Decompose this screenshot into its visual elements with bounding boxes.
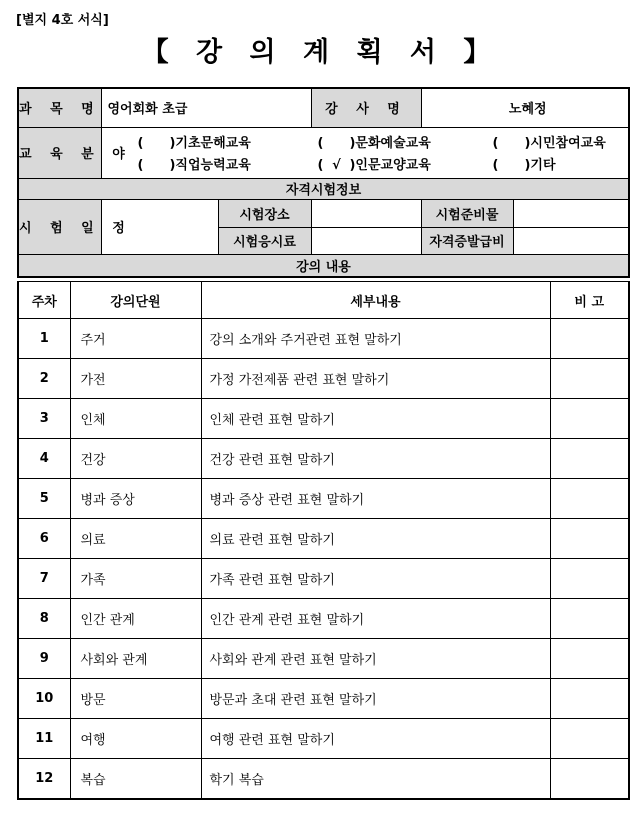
lecture-row bbox=[18, 639, 629, 679]
exam-info-header: 자격시험정보 bbox=[18, 178, 629, 199]
lecture-row bbox=[18, 559, 629, 599]
week-number: 8 bbox=[18, 599, 70, 639]
category-option-label: 직업능력교육 bbox=[175, 158, 251, 173]
category-option-paren: ) bbox=[169, 136, 176, 151]
course-name-label: 과 목 명 bbox=[18, 88, 101, 127]
category-option[interactable] bbox=[318, 132, 493, 151]
lecture-row bbox=[18, 439, 629, 479]
lecture-detail: 건강 관련 표현 말하기 bbox=[201, 439, 550, 479]
lecture-detail: 가정 가전제품 관련 표현 말하기 bbox=[201, 359, 550, 399]
lecture-detail: 학기 복습 bbox=[201, 759, 550, 800]
week-number: 9 bbox=[18, 639, 70, 679]
lecture-content-header: 강의 내용 bbox=[18, 254, 629, 277]
lecture-detail: 의료 관련 표현 말하기 bbox=[201, 519, 550, 559]
category-option-paren: ) bbox=[169, 158, 176, 173]
lecture-unit: 복습 bbox=[70, 759, 201, 800]
education-category-options bbox=[101, 127, 629, 178]
category-option[interactable] bbox=[493, 132, 623, 151]
document-title: 【 강 의 계 획 서 】 bbox=[141, 37, 500, 68]
category-option-label: 시민참여교육 bbox=[530, 136, 606, 151]
unit-column-header: 강의단원 bbox=[70, 282, 201, 319]
lecture-unit: 병과 증상 bbox=[70, 479, 201, 519]
category-option-paren: ( bbox=[492, 158, 499, 173]
week-number: 4 bbox=[18, 439, 70, 479]
category-checkmark[interactable]: √ bbox=[332, 158, 341, 173]
week-number: 10 bbox=[18, 679, 70, 719]
category-option-paren: ( bbox=[137, 136, 144, 151]
category-option[interactable] bbox=[493, 154, 623, 173]
lecture-detail: 병과 증상 관련 표현 말하기 bbox=[201, 479, 550, 519]
lecture-note[interactable] bbox=[550, 559, 629, 599]
lecture-note[interactable] bbox=[550, 599, 629, 639]
lecture-detail: 인체 관련 표현 말하기 bbox=[201, 399, 550, 439]
category-option-paren: ) bbox=[524, 158, 531, 173]
exam-place-label: 시험장소 bbox=[218, 199, 311, 227]
lecture-note[interactable] bbox=[550, 679, 629, 719]
lecture-detail: 인간 관계 관련 표현 말하기 bbox=[201, 599, 550, 639]
lecture-unit: 인간 관계 bbox=[70, 599, 201, 639]
lecture-row bbox=[18, 599, 629, 639]
lecture-plan-table bbox=[17, 281, 630, 800]
exam-supplies-label: 시험준비물 bbox=[421, 199, 513, 227]
lecture-note[interactable] bbox=[550, 359, 629, 399]
lecture-unit: 여행 bbox=[70, 719, 201, 759]
lecture-row bbox=[18, 319, 629, 359]
lecture-unit: 건강 bbox=[70, 439, 201, 479]
detail-column-header: 세부내용 bbox=[201, 282, 550, 319]
lecture-unit: 사회와 관계 bbox=[70, 639, 201, 679]
category-option-paren: ) bbox=[349, 158, 356, 173]
course-info-table bbox=[17, 87, 630, 278]
week-number: 7 bbox=[18, 559, 70, 599]
lecture-note[interactable] bbox=[550, 479, 629, 519]
week-number: 11 bbox=[18, 719, 70, 759]
lecture-row bbox=[18, 519, 629, 559]
category-option-paren: ( bbox=[137, 158, 144, 173]
lecture-unit: 인체 bbox=[70, 399, 201, 439]
lecture-note[interactable] bbox=[550, 639, 629, 679]
note-column-header: 비 고 bbox=[550, 282, 629, 319]
lecture-unit: 주거 bbox=[70, 319, 201, 359]
lecture-note[interactable] bbox=[550, 759, 629, 800]
lecture-row bbox=[18, 479, 629, 519]
lecture-detail: 사회와 관계 관련 표현 말하기 bbox=[201, 639, 550, 679]
exam-fee-value[interactable] bbox=[311, 227, 421, 254]
category-option-label: 인문교양교육 bbox=[355, 158, 431, 173]
category-option-paren: ) bbox=[524, 136, 531, 151]
lecture-detail: 여행 관련 표현 말하기 bbox=[201, 719, 550, 759]
week-number: 1 bbox=[18, 319, 70, 359]
lecture-row bbox=[18, 679, 629, 719]
week-number: 3 bbox=[18, 399, 70, 439]
week-number: 6 bbox=[18, 519, 70, 559]
form-number-label: [별지 4호 서식] bbox=[16, 13, 109, 28]
category-option-paren: ) bbox=[349, 136, 356, 151]
course-name-value[interactable]: 영어회화 초급 bbox=[101, 88, 311, 127]
category-option[interactable] bbox=[138, 132, 318, 151]
week-number: 2 bbox=[18, 359, 70, 399]
category-option-label: 문화예술교육 bbox=[355, 136, 431, 151]
week-column-header: 주차 bbox=[18, 282, 70, 319]
lecture-detail: 강의 소개와 주거관련 표현 말하기 bbox=[201, 319, 550, 359]
lecture-row bbox=[18, 359, 629, 399]
lecture-note[interactable] bbox=[550, 439, 629, 479]
exam-fee-label: 시험응시료 bbox=[218, 227, 311, 254]
exam-supplies-value[interactable] bbox=[513, 199, 629, 227]
lecture-detail: 방문과 초대 관련 표현 말하기 bbox=[201, 679, 550, 719]
category-option-paren: ( bbox=[317, 136, 324, 151]
instructor-label: 강 사 명 bbox=[311, 88, 421, 127]
exam-schedule-label: 시 험 일 정 bbox=[18, 199, 101, 254]
lecture-unit: 가족 bbox=[70, 559, 201, 599]
lecture-detail: 가족 관련 표현 말하기 bbox=[201, 559, 550, 599]
category-option-label: 기타 bbox=[530, 158, 556, 173]
lecture-unit: 가전 bbox=[70, 359, 201, 399]
week-number: 5 bbox=[18, 479, 70, 519]
lecture-note[interactable] bbox=[550, 519, 629, 559]
category-option[interactable] bbox=[318, 154, 493, 173]
lecture-note[interactable] bbox=[550, 319, 629, 359]
instructor-value[interactable]: 노혜정 bbox=[421, 88, 629, 127]
category-option-paren: ( bbox=[317, 158, 324, 173]
category-option-paren: ( bbox=[492, 136, 499, 151]
category-option[interactable] bbox=[138, 154, 318, 173]
lecture-row bbox=[18, 399, 629, 439]
lecture-note[interactable] bbox=[550, 399, 629, 439]
exam-place-value[interactable] bbox=[311, 199, 421, 227]
lecture-row bbox=[18, 719, 629, 759]
lecture-note[interactable] bbox=[550, 719, 629, 759]
education-category-label: 교 육 분 야 bbox=[18, 127, 101, 178]
lecture-row bbox=[18, 759, 629, 800]
category-option-label: 기초문해교육 bbox=[175, 136, 251, 151]
certificate-fee-value[interactable] bbox=[513, 227, 629, 254]
lecture-unit: 의료 bbox=[70, 519, 201, 559]
lecture-unit: 방문 bbox=[70, 679, 201, 719]
certificate-fee-label: 자격증발급비 bbox=[421, 227, 513, 254]
week-number: 12 bbox=[18, 759, 70, 800]
